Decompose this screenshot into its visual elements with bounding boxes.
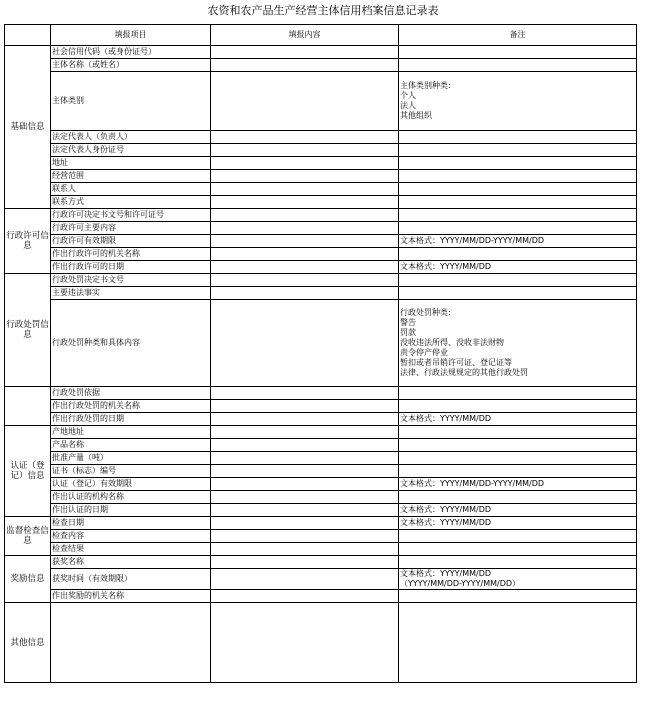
content-cell[interactable] [211, 235, 399, 248]
content-cell[interactable] [211, 287, 399, 300]
item-label: 主要违法事实 [51, 287, 211, 300]
content-cell[interactable] [211, 491, 399, 504]
item-label: 行政处罚依据 [51, 387, 211, 400]
table-row [5, 590, 637, 603]
item-label: 行政许可决定书文号和许可证号 [51, 209, 211, 222]
remark-cell: 行政处罚种类: 警告 罚款 没收违法所得、没收非法财物 责令停产停业 暂扣或者吊销许可证、登记证等 法律、行政法规规定的其他行政处罚 [399, 300, 637, 387]
item-label: 作出认证的日期 [51, 504, 211, 517]
table-row [5, 157, 637, 170]
remark-cell [399, 439, 637, 452]
header-content: 填报内容 [211, 25, 399, 46]
content-cell[interactable] [211, 46, 399, 59]
item-label: 行政处罚决定书文号 [51, 274, 211, 287]
table-row [5, 287, 637, 300]
content-cell[interactable] [211, 426, 399, 439]
item-label: 经营范围 [51, 170, 211, 183]
table-row [5, 556, 637, 569]
item-label: 产品名称 [51, 439, 211, 452]
page-title: 农资和农产品生产经营主体信用档案信息记录表 [207, 4, 439, 17]
content-cell[interactable] [211, 157, 399, 170]
table-row [5, 59, 637, 72]
item-label: 主体名称（或姓名） [51, 59, 211, 72]
remark-cell [399, 196, 637, 209]
table-row [5, 569, 637, 590]
credit-record-table [4, 24, 637, 683]
table-row [5, 504, 637, 517]
remark-cell [399, 491, 637, 504]
table-row [5, 543, 637, 556]
table-row [5, 300, 637, 387]
content-cell[interactable] [211, 261, 399, 274]
remark-cell [399, 222, 637, 235]
table-row [5, 517, 637, 530]
table-row [5, 491, 637, 504]
table-row [5, 131, 637, 144]
table-row [5, 222, 637, 235]
remark-cell [399, 556, 637, 569]
remark-cell [399, 170, 637, 183]
item-label: 行政处罚种类和具体内容 [51, 300, 211, 387]
content-cell[interactable] [211, 603, 399, 683]
remark-cell [399, 131, 637, 144]
item-label: 作出奖励的机关名称 [51, 590, 211, 603]
content-cell[interactable] [211, 452, 399, 465]
item-label: 联系方式 [51, 196, 211, 209]
content-cell[interactable] [211, 170, 399, 183]
content-cell[interactable] [211, 196, 399, 209]
item-label: 行政许可主要内容 [51, 222, 211, 235]
remark-cell: 文本格式：YYYY/MM/DD [399, 413, 637, 426]
category-cert: 认证（登记）信息 [5, 426, 51, 517]
content-cell[interactable] [211, 556, 399, 569]
remark-cell [399, 287, 637, 300]
table-row [5, 478, 637, 491]
table-row [5, 144, 637, 157]
header-row [5, 25, 637, 46]
content-cell[interactable] [211, 543, 399, 556]
remark-cell [399, 590, 637, 603]
content-cell[interactable] [211, 387, 399, 400]
item-label: 作出行政许可的机关名称 [51, 248, 211, 261]
table-row [5, 209, 637, 222]
remark-cell: 文本格式：YYYY/MM/DD-YYYY/MM/DD [399, 235, 637, 248]
header-remark: 备注 [399, 25, 637, 46]
table-row [5, 261, 637, 274]
remark-cell [399, 157, 637, 170]
item-label: 检查结果 [51, 543, 211, 556]
item-label: 作出行政许可的日期 [51, 261, 211, 274]
table-row [5, 387, 637, 400]
category-other: 其他信息 [5, 603, 51, 683]
remark-cell: 主体类别种类: 个人 法人 其他组织 [399, 72, 637, 131]
remark-cell [399, 183, 637, 196]
content-cell[interactable] [211, 413, 399, 426]
remark-cell [399, 426, 637, 439]
item-label: 获奖名称 [51, 556, 211, 569]
item-label: 行政许可有效期限 [51, 235, 211, 248]
table-row [5, 248, 637, 261]
item-label: 社会信用代码（或身份证号） [51, 46, 211, 59]
table-row [5, 46, 637, 59]
content-cell[interactable] [211, 504, 399, 517]
remark-cell: 文本格式：YYYY/MM/DD-YYYY/MM/DD [399, 478, 637, 491]
table-row [5, 235, 637, 248]
item-label: 认证（登记）有效期限 [51, 478, 211, 491]
table-row [5, 72, 637, 131]
header-item: 填报项目 [51, 25, 211, 46]
remark-cell [399, 144, 637, 157]
table-row [5, 465, 637, 478]
content-cell[interactable] [211, 72, 399, 131]
table-row [5, 603, 637, 683]
item-label: 批准产量（吨） [51, 452, 211, 465]
remark-cell [399, 530, 637, 543]
item-label: 获奖时间（有效期限） [51, 569, 211, 590]
remark-cell: 文本格式：YYYY/MM/DD [399, 504, 637, 517]
category-spacer [5, 387, 51, 426]
remark-cell: 文本格式：YYYY/MM/DD [399, 261, 637, 274]
item-label: 作出认证的机构名称 [51, 491, 211, 504]
remark-cell: 文本格式：YYYY/MM/DD [399, 517, 637, 530]
content-cell[interactable] [211, 209, 399, 222]
item-label: 法定代表人（负责人） [51, 131, 211, 144]
item-label: 作出行政处罚的机关名称 [51, 400, 211, 413]
item-label: 检查内容 [51, 530, 211, 543]
category-inspect: 监督检查信息 [5, 517, 51, 556]
content-cell[interactable] [211, 530, 399, 543]
item-label: 产地地址 [51, 426, 211, 439]
content-cell[interactable] [211, 590, 399, 603]
table-row [5, 439, 637, 452]
item-label: 联系人 [51, 183, 211, 196]
content-cell[interactable] [211, 248, 399, 261]
item-label: 检查日期 [51, 517, 211, 530]
remark-cell [399, 543, 637, 556]
remark-cell [399, 465, 637, 478]
content-cell[interactable] [211, 439, 399, 452]
remark-cell [399, 400, 637, 413]
category-basic: 基础信息 [5, 46, 51, 209]
item-label: 证书（标志）编号 [51, 465, 211, 478]
content-cell[interactable] [211, 569, 399, 590]
table-row [5, 400, 637, 413]
content-cell[interactable] [211, 183, 399, 196]
item-label [51, 603, 211, 683]
content-cell[interactable] [211, 478, 399, 491]
table-row [5, 452, 637, 465]
content-cell[interactable] [211, 222, 399, 235]
content-cell[interactable] [211, 465, 399, 478]
item-label: 法定代表人身份证号 [51, 144, 211, 157]
remark-cell: 文本格式：YYYY/MM/DD （YYYY/MM/DD-YYYY/MM/DD） [399, 569, 637, 590]
table-row [5, 196, 637, 209]
content-cell[interactable] [211, 274, 399, 287]
remark-cell [399, 387, 637, 400]
item-label: 地址 [51, 157, 211, 170]
category-penalty: 行政处罚信息 [5, 274, 51, 387]
item-label: 主体类别 [51, 72, 211, 131]
remark-cell [399, 603, 637, 683]
remark-cell [399, 46, 637, 59]
content-cell[interactable] [211, 517, 399, 530]
category-award: 奖励信息 [5, 556, 51, 603]
content-cell[interactable] [211, 400, 399, 413]
item-label: 作出行政处罚的日期 [51, 413, 211, 426]
table-row [5, 170, 637, 183]
table-row [5, 426, 637, 439]
category-license: 行政许可信息 [5, 209, 51, 274]
content-cell[interactable] [211, 59, 399, 72]
header-category [5, 25, 51, 46]
remark-cell [399, 248, 637, 261]
table-row [5, 530, 637, 543]
content-cell[interactable] [211, 131, 399, 144]
remark-cell [399, 452, 637, 465]
remark-cell [399, 59, 637, 72]
content-cell[interactable] [211, 144, 399, 157]
table-row [5, 274, 637, 287]
content-cell[interactable] [211, 300, 399, 387]
remark-cell [399, 209, 637, 222]
table-row [5, 183, 637, 196]
table-row [5, 413, 637, 426]
remark-cell [399, 274, 637, 287]
